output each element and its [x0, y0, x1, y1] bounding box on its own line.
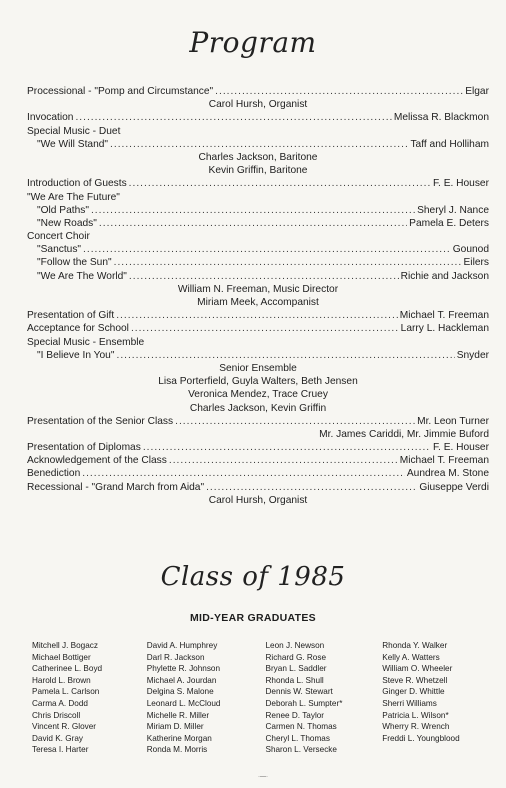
- program-item-name: Melissa R. Blackmon: [393, 112, 489, 124]
- graduate-name: Phylette R. Johnson: [146, 664, 221, 674]
- graduate-name: Carma A. Dodd: [32, 698, 88, 708]
- program-item-name: Elgar: [465, 86, 489, 97]
- graduate-name: Delgina S. Malone: [146, 687, 214, 697]
- program-item: [27, 204, 489, 217]
- program-item-title: "We Will Stand": [37, 138, 109, 150]
- dot-leader: [116, 349, 454, 362]
- dot-leader: [206, 481, 417, 494]
- graduate-name: Cheryl L. Thomas: [265, 733, 330, 743]
- graduates-column: [382, 640, 492, 756]
- dot-leader: [75, 111, 391, 124]
- graduate-name: Chris Driscoll: [32, 710, 81, 720]
- program-section-heading: Concert Choir: [27, 231, 90, 243]
- program-item: [27, 217, 489, 230]
- dot-leader: [129, 270, 399, 283]
- program-item-title: "We Are The World": [37, 270, 127, 282]
- graduates-column: [147, 640, 266, 756]
- program-item-title: Presentation of the Senior Class: [27, 415, 174, 427]
- program-section-heading: Special Music - Ensemble: [27, 336, 145, 348]
- program-credit: Senior Ensemble: [219, 362, 297, 374]
- program-item: [27, 138, 489, 151]
- program-item: [27, 111, 489, 124]
- program-item: [27, 243, 489, 256]
- graduate-name: Ginger D. Whittle: [382, 687, 445, 697]
- program-item: [27, 467, 489, 480]
- program-item: [27, 441, 489, 454]
- graduate-name: Wherry R. Wrench: [382, 722, 450, 732]
- program-item: [27, 85, 489, 98]
- program-item-name: Pamela E. Deters: [409, 217, 489, 229]
- graduate-name: Ronda M. Morris: [146, 745, 208, 755]
- program-item-name: Michael T. Freeman: [399, 310, 489, 322]
- dot-leader: [114, 256, 462, 269]
- graduate-name: Darl R. Jackson: [146, 652, 205, 662]
- program-item-name: Gounod: [452, 244, 489, 256]
- program-item-name: Mr. Leon Turner: [417, 415, 489, 427]
- program-item-name: F. E. Houser: [432, 178, 489, 190]
- program-item: [27, 270, 489, 283]
- graduates-column: [265, 640, 382, 756]
- program-item-title: "New Roads": [37, 217, 97, 229]
- program-item-name: Sheryl J. Nance: [417, 204, 489, 216]
- program-item-title: Benediction: [27, 468, 81, 480]
- graduate-name: Miriam D. Miller: [146, 722, 204, 732]
- program-credit: William N. Freeman, Music Director: [177, 283, 339, 295]
- graduate-name: Leon J. Newson: [265, 641, 325, 650]
- program-item-name: Giuseppe Verdi: [419, 481, 489, 493]
- program-credit: Mr. James Cariddi, Mr. Jimmie Buford: [319, 428, 489, 440]
- graduate-name: Carmen N. Thomas: [265, 722, 337, 732]
- graduate-name: Richard G. Rose: [265, 652, 327, 662]
- graduate-name: David K. Gray: [32, 733, 83, 743]
- dot-leader: [110, 138, 408, 151]
- graduate-name: William O. Wheeler: [382, 664, 453, 674]
- graduate-name: Katherine Morgan: [146, 733, 212, 743]
- program-credit: Charles Jackson, Baritone: [198, 151, 318, 163]
- program-credit: Carol Hursh, Organist: [208, 494, 308, 506]
- program-item-title: Presentation of Diplomas: [27, 442, 141, 454]
- program-item-name: F. E. Houser: [432, 442, 489, 454]
- program-item: [27, 256, 489, 269]
- dot-leader: [83, 243, 451, 256]
- program-item-name: Snyder: [456, 349, 489, 361]
- program-credit: Veronica Mendez, Trace Cruey: [188, 389, 328, 401]
- program-item: [27, 177, 489, 190]
- graduate-name: Rhonda Y. Walker: [382, 641, 448, 650]
- graduate-name: Michelle R. Miller: [146, 710, 210, 720]
- graduate-name: Rhonda L. Shull: [265, 675, 324, 685]
- program-listing: [27, 85, 489, 507]
- graduate-name: Harold L. Brown: [32, 675, 91, 685]
- dot-leader: [143, 441, 431, 454]
- program-item-name: Michael T. Freeman: [399, 455, 489, 467]
- graduate-name: Kelly A. Watters: [382, 652, 440, 662]
- graduates-list: [32, 640, 492, 756]
- program-item-title: Acknowledgement of the Class: [27, 455, 167, 467]
- program-item-title: Invocation: [27, 112, 74, 124]
- graduate-name: Sherri Williams: [382, 698, 437, 708]
- dot-leader: [91, 204, 415, 217]
- program-item-name: Eilers: [463, 257, 489, 269]
- program-item: [27, 349, 489, 362]
- graduates-column: [32, 640, 147, 756]
- program-credit: Carol Hursh, Organist: [208, 99, 308, 111]
- program-item-title: Acceptance for School: [27, 323, 129, 335]
- program-item-title: Processional - "Pomp and Circumstance": [27, 86, 214, 97]
- graduate-name: Renee D. Taylor: [265, 710, 325, 720]
- program-item-title: Recessional - "Grand March from Aida": [27, 481, 205, 493]
- program-item-title: "Follow the Sun": [37, 257, 112, 269]
- program-item: [27, 454, 489, 467]
- graduate-name: Michael Bottiger: [32, 652, 91, 662]
- graduate-name: Vincent R. Glover: [32, 722, 97, 732]
- program-credit: Lisa Porterfield, Guyla Walters, Beth Jensen: [158, 376, 358, 388]
- graduate-name: Pamela L. Carlson: [32, 687, 100, 697]
- graduate-name: Patricia L. Wilson*: [382, 710, 449, 720]
- program-item-title: "Sanctus": [37, 244, 82, 256]
- class-title: Class of 1985: [160, 562, 346, 592]
- graduate-name: Catherinee L. Boyd: [32, 664, 103, 674]
- graduate-name: Dennis W. Stewart: [265, 687, 333, 697]
- dot-leader: [175, 415, 415, 428]
- program-item: [27, 481, 489, 494]
- graduate-name: David A. Humphrey: [146, 641, 218, 650]
- graduate-name: Teresa I. Harter: [32, 745, 89, 755]
- dot-leader: [99, 217, 407, 230]
- program-item: [27, 322, 489, 335]
- program-section-heading: "We Are The Future": [27, 191, 120, 203]
- dot-leader: [82, 467, 405, 480]
- graduates-subheading: MID-YEAR GRADUATES: [190, 612, 316, 624]
- dot-leader: [129, 177, 431, 190]
- graduate-name: Bryan L. Saddler: [265, 664, 327, 674]
- graduate-name: Deborah L. Sumpter*: [265, 698, 343, 708]
- dot-leader: [131, 322, 399, 335]
- program-section-heading: Special Music - Duet: [27, 125, 121, 137]
- program-title: Program: [189, 26, 317, 59]
- graduate-name: Steve R. Whetzell: [382, 675, 448, 685]
- page-mark: ·—·: [258, 774, 268, 780]
- program-item-name: Richie and Jackson: [400, 270, 489, 282]
- program-item-name: Aundrea M. Stone: [406, 468, 489, 480]
- program-item-title: "Old Paths": [37, 204, 89, 216]
- program-item-name: Taff and Holliham: [410, 138, 489, 150]
- dot-leader: [215, 85, 463, 98]
- program-item-name: Larry L. Hackleman: [400, 323, 489, 335]
- dot-leader: [116, 309, 398, 322]
- graduate-name: Sharon L. Versecke: [265, 745, 337, 755]
- program-item-title: Presentation of Gift: [27, 310, 115, 322]
- dot-leader: [169, 454, 398, 467]
- program-item-title: "I Believe In You": [37, 349, 115, 361]
- program-item-title: Introduction of Guests: [27, 178, 127, 190]
- graduate-name: Mitchell J. Bogacz: [32, 641, 98, 650]
- program-item: [27, 309, 489, 322]
- program-credit: Charles Jackson, Kevin Griffin: [189, 402, 327, 414]
- program-item: [27, 415, 489, 428]
- graduate-name: Michael A. Jourdan: [146, 675, 217, 685]
- graduate-name: Leonard L. McCloud: [146, 698, 221, 708]
- program-credit: Kevin Griffin, Baritone: [208, 165, 308, 177]
- program-credit: Miriam Meek, Accompanist: [197, 297, 319, 308]
- graduate-name: Freddi L. Youngblood: [382, 733, 460, 743]
